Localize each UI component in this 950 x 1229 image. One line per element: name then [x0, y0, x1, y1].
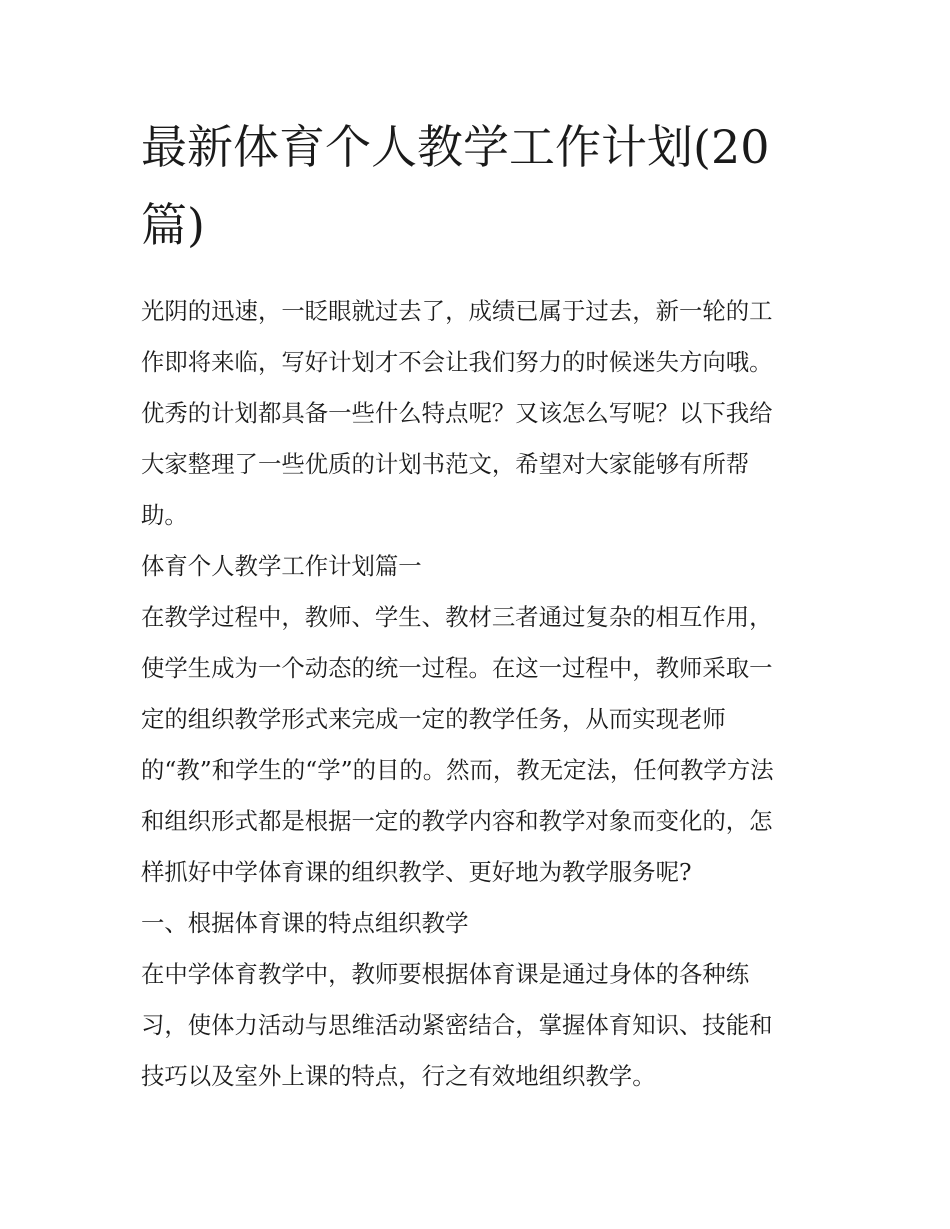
body-line: 优秀的计划都具备一些什么特点呢？又该怎么写呢？以下我给 — [141, 399, 773, 427]
body-line: 样抓好中学体育课的组织教学、更好地为教学服务呢? — [141, 858, 692, 886]
body-line: 在教学过程中，教师、学生、教材三者通过复杂的相互作用， — [141, 603, 773, 631]
body-line: 和组织形式都是根据一定的教学内容和教学对象而变化的，怎 — [141, 807, 773, 835]
body-line: 使学生成为一个动态的统一过程。在这一过程中，教师采取一 — [141, 654, 773, 682]
section-heading: 体育个人教学工作计划篇一 — [141, 552, 422, 580]
title-line: 篇) — [141, 198, 205, 252]
body-line: 光阴的迅速，一眨眼就过去了，成绩已属于过去，新一轮的工 — [141, 297, 773, 325]
body-line: 习，使体力活动与思维活动紧密结合，掌握体育知识、技能和 — [141, 1011, 773, 1039]
document-body — [141, 286, 813, 1102]
document-page — [141, 108, 813, 1102]
body-line: 在中学体育教学中，教师要根据体育课是通过身体的各种练 — [141, 960, 750, 988]
document-title — [141, 108, 813, 264]
title-line: 最新体育个人教学工作计划(20 — [141, 120, 770, 174]
body-line: 定的组织教学形式来完成一定的教学任务，从而实现老师 — [141, 705, 726, 733]
subsection-heading: 一、根据体育课的特点组织教学 — [141, 909, 469, 937]
body-line: 的“教”和学生的“学”的目的。然而，教无定法，任何教学方法 — [141, 756, 774, 784]
body-line: 作即将来临，写好计划才不会让我们努力的时候迷失方向哦。 — [141, 348, 773, 376]
body-line: 大家整理了一些优质的计划书范文，希望对大家能够有所帮 — [141, 450, 750, 478]
body-line: 助。 — [141, 501, 188, 529]
body-line: 技巧以及室外上课的特点，行之有效地组织教学。 — [141, 1062, 656, 1090]
